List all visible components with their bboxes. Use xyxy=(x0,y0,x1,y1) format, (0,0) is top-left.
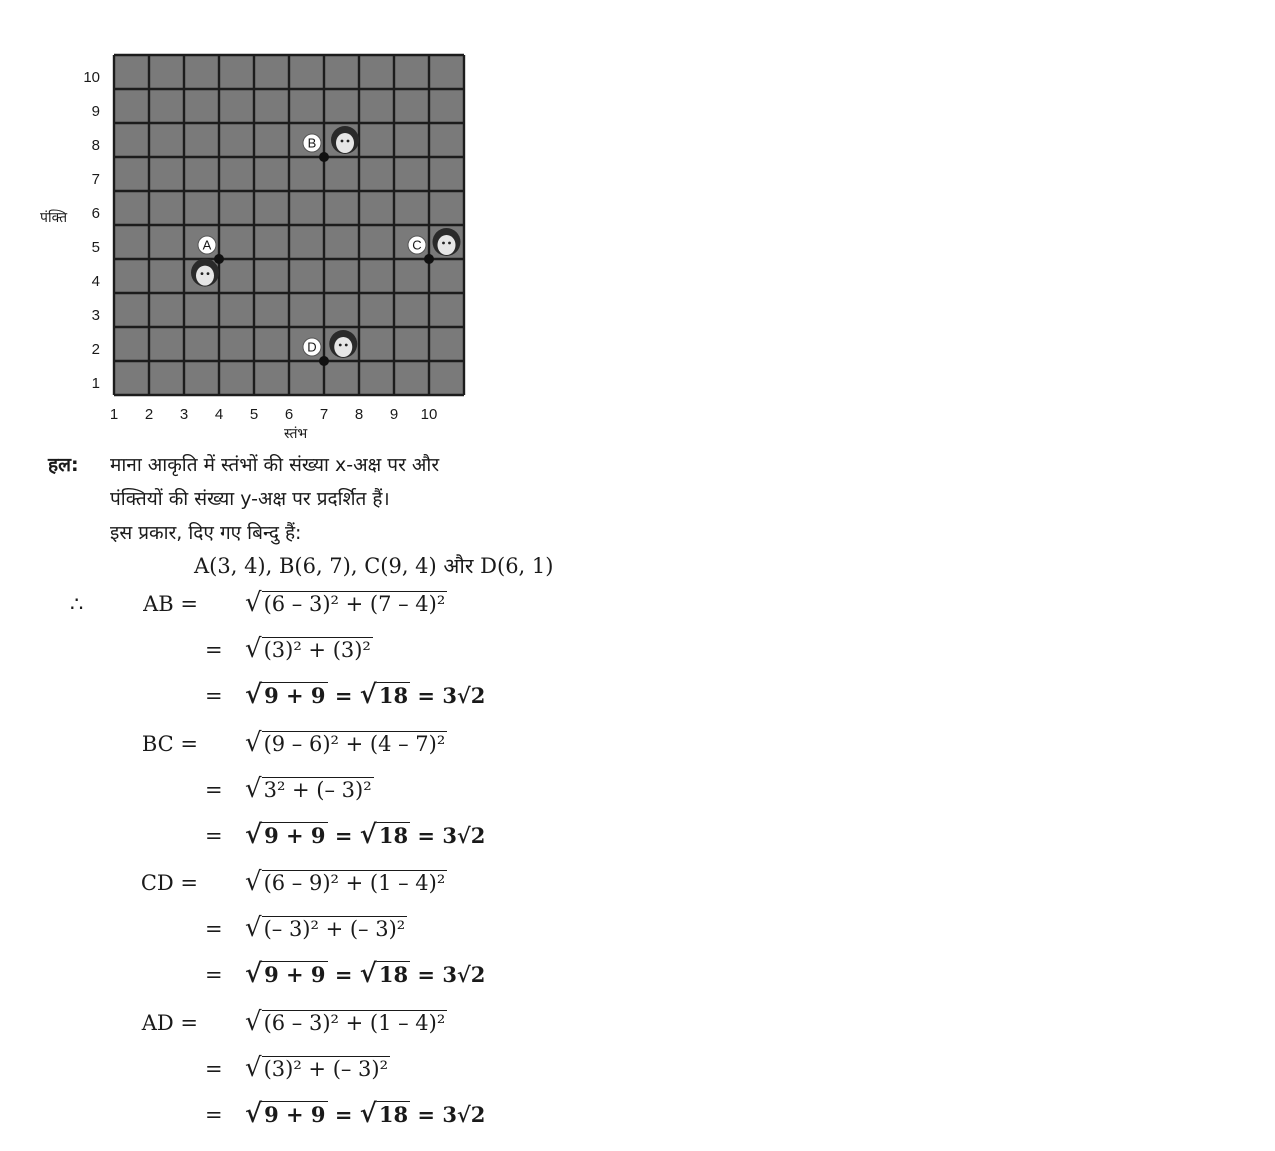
point-label-d: D xyxy=(307,339,317,355)
y-tick-label: 1 xyxy=(91,375,100,392)
point-label-b: B xyxy=(307,135,317,151)
point-d xyxy=(319,356,329,366)
segment-label: CD = xyxy=(140,871,198,895)
x-tick-label: 5 xyxy=(249,406,259,423)
step-1-expression: (9 – 6)² + (4 – 7)² xyxy=(263,731,446,756)
x-tick-label: 7 xyxy=(319,406,329,423)
step-1-expression: (6 – 3)² + (1 – 4)² xyxy=(263,1010,446,1035)
distance-result: 3√2 xyxy=(442,822,486,848)
x-tick-label: 6 xyxy=(284,406,294,423)
step-3-expression: 9 + 9 xyxy=(264,962,326,987)
step-3b-expression: 18 xyxy=(378,683,409,708)
x-tick-label: 1 xyxy=(109,406,119,423)
solution-line-2: पंक्तियों की संख्या y-अक्ष पर प्रदर्शित हैं। xyxy=(110,488,390,510)
radical-sign: √ xyxy=(359,959,377,989)
radical-sign: √ xyxy=(245,1006,262,1037)
equals-sign: = xyxy=(205,963,223,987)
distance-result: 3√2 xyxy=(442,1101,486,1127)
face-icon xyxy=(191,259,219,287)
equals-sign: = xyxy=(327,962,360,987)
step-2-row xyxy=(245,913,407,943)
equals-sign: = xyxy=(205,917,223,941)
segment-label: BC = xyxy=(141,731,198,756)
step-1-row xyxy=(245,588,447,618)
y-tick-label: 8 xyxy=(91,137,100,154)
equals-sign: = xyxy=(410,822,443,848)
face-icon xyxy=(331,126,359,154)
distance-result: 3√2 xyxy=(442,962,486,987)
x-axis-label: स्तंभ xyxy=(284,426,308,442)
radical-sign: √ xyxy=(359,1098,377,1129)
step-3-expression: 9 + 9 xyxy=(264,822,326,848)
equals-sign: = xyxy=(205,777,223,802)
radical-sign: √ xyxy=(245,819,263,850)
solution-line-3: इस प्रकार, दिए गए बिन्दु हैं: xyxy=(110,522,302,544)
step-1-row xyxy=(245,728,447,758)
step-2-row xyxy=(245,774,374,804)
step-2-expression: 3² + (– 3)² xyxy=(263,777,372,802)
y-tick-label: 7 xyxy=(91,171,100,188)
step-2-expression: (3)² + (– 3)² xyxy=(263,1056,389,1081)
radical-sign: √ xyxy=(245,680,263,710)
y-tick-label: 3 xyxy=(91,307,100,324)
equals-sign: = xyxy=(205,1056,223,1081)
equals-sign: = xyxy=(205,823,223,848)
equals-sign: = xyxy=(410,1101,443,1127)
equals-sign: = xyxy=(327,822,360,848)
step-2-expression: (– 3)² + (– 3)² xyxy=(263,917,406,941)
equals-sign: = xyxy=(410,683,443,708)
equals-sign: = xyxy=(410,962,443,987)
x-tick-label: 3 xyxy=(179,406,189,423)
step-3b-expression: 18 xyxy=(378,1101,409,1127)
points-list: A(3, 4), B(6, 7), C(9, 4) और D(6, 1) xyxy=(194,554,554,578)
therefore-symbol: ∴ xyxy=(70,592,84,616)
x-tick-label: 8 xyxy=(354,406,364,423)
segment-label: AB = xyxy=(143,592,198,616)
point-b xyxy=(319,152,329,162)
equals-sign: = xyxy=(205,638,223,662)
y-tick-label: 2 xyxy=(91,341,100,358)
radical-sign: √ xyxy=(359,680,377,710)
radical-sign: √ xyxy=(245,773,262,804)
point-label-c: C xyxy=(412,237,422,253)
radical-sign: √ xyxy=(245,1098,263,1129)
segment-label: AD = xyxy=(141,1010,198,1035)
step-3-expression: 9 + 9 xyxy=(264,1101,326,1127)
step-1-row xyxy=(245,867,447,897)
step-3b-expression: 18 xyxy=(378,822,409,848)
step-1-expression: (6 – 9)² + (1 – 4)² xyxy=(263,871,446,895)
step-3b-expression: 18 xyxy=(378,962,409,987)
equals-sign: = xyxy=(205,684,223,708)
coordinate-grid-figure xyxy=(30,40,490,450)
radical-sign: √ xyxy=(245,913,262,943)
face-icon xyxy=(329,330,357,358)
x-tick-label: 10 xyxy=(420,406,438,423)
face-icon xyxy=(433,228,461,256)
point-label-a: A xyxy=(202,237,212,253)
step-3-row xyxy=(245,1099,485,1129)
solution-line-1: माना आकृति में स्तंभों की संख्या x-अक्ष पर और xyxy=(110,454,440,476)
radical-sign: √ xyxy=(359,819,377,850)
step-1-expression: (6 – 3)² + (7 – 4)² xyxy=(263,592,446,616)
y-tick-label: 6 xyxy=(91,205,100,222)
radical-sign: √ xyxy=(245,959,263,989)
step-3-row xyxy=(245,820,485,850)
step-3-row xyxy=(245,680,485,710)
step-3-expression: 9 + 9 xyxy=(264,683,326,708)
equals-sign: = xyxy=(327,683,360,708)
step-1-row xyxy=(245,1007,447,1037)
x-tick-label: 9 xyxy=(389,406,399,423)
point-c xyxy=(424,254,434,264)
radical-sign: √ xyxy=(245,867,262,897)
y-tick-label: 10 xyxy=(83,69,100,86)
equals-sign: = xyxy=(205,1102,223,1127)
step-2-row xyxy=(245,1053,390,1083)
step-2-row xyxy=(245,634,373,664)
step-2-expression: (3)² + (3)² xyxy=(263,638,371,662)
radical-sign: √ xyxy=(245,588,262,618)
step-3-row xyxy=(245,959,485,989)
solution-heading: हल: xyxy=(48,454,79,476)
y-axis-label: पंक्ति xyxy=(40,210,68,226)
y-tick-label: 4 xyxy=(91,273,100,290)
radical-sign: √ xyxy=(245,727,262,758)
equals-sign: = xyxy=(327,1101,360,1127)
point-a xyxy=(214,254,224,264)
x-tick-label: 2 xyxy=(144,406,154,423)
distance-result: 3√2 xyxy=(442,683,486,708)
radical-sign: √ xyxy=(245,1052,262,1083)
radical-sign: √ xyxy=(245,634,262,664)
y-tick-label: 9 xyxy=(91,103,100,120)
x-tick-label: 4 xyxy=(214,406,224,423)
y-tick-label: 5 xyxy=(91,239,100,256)
